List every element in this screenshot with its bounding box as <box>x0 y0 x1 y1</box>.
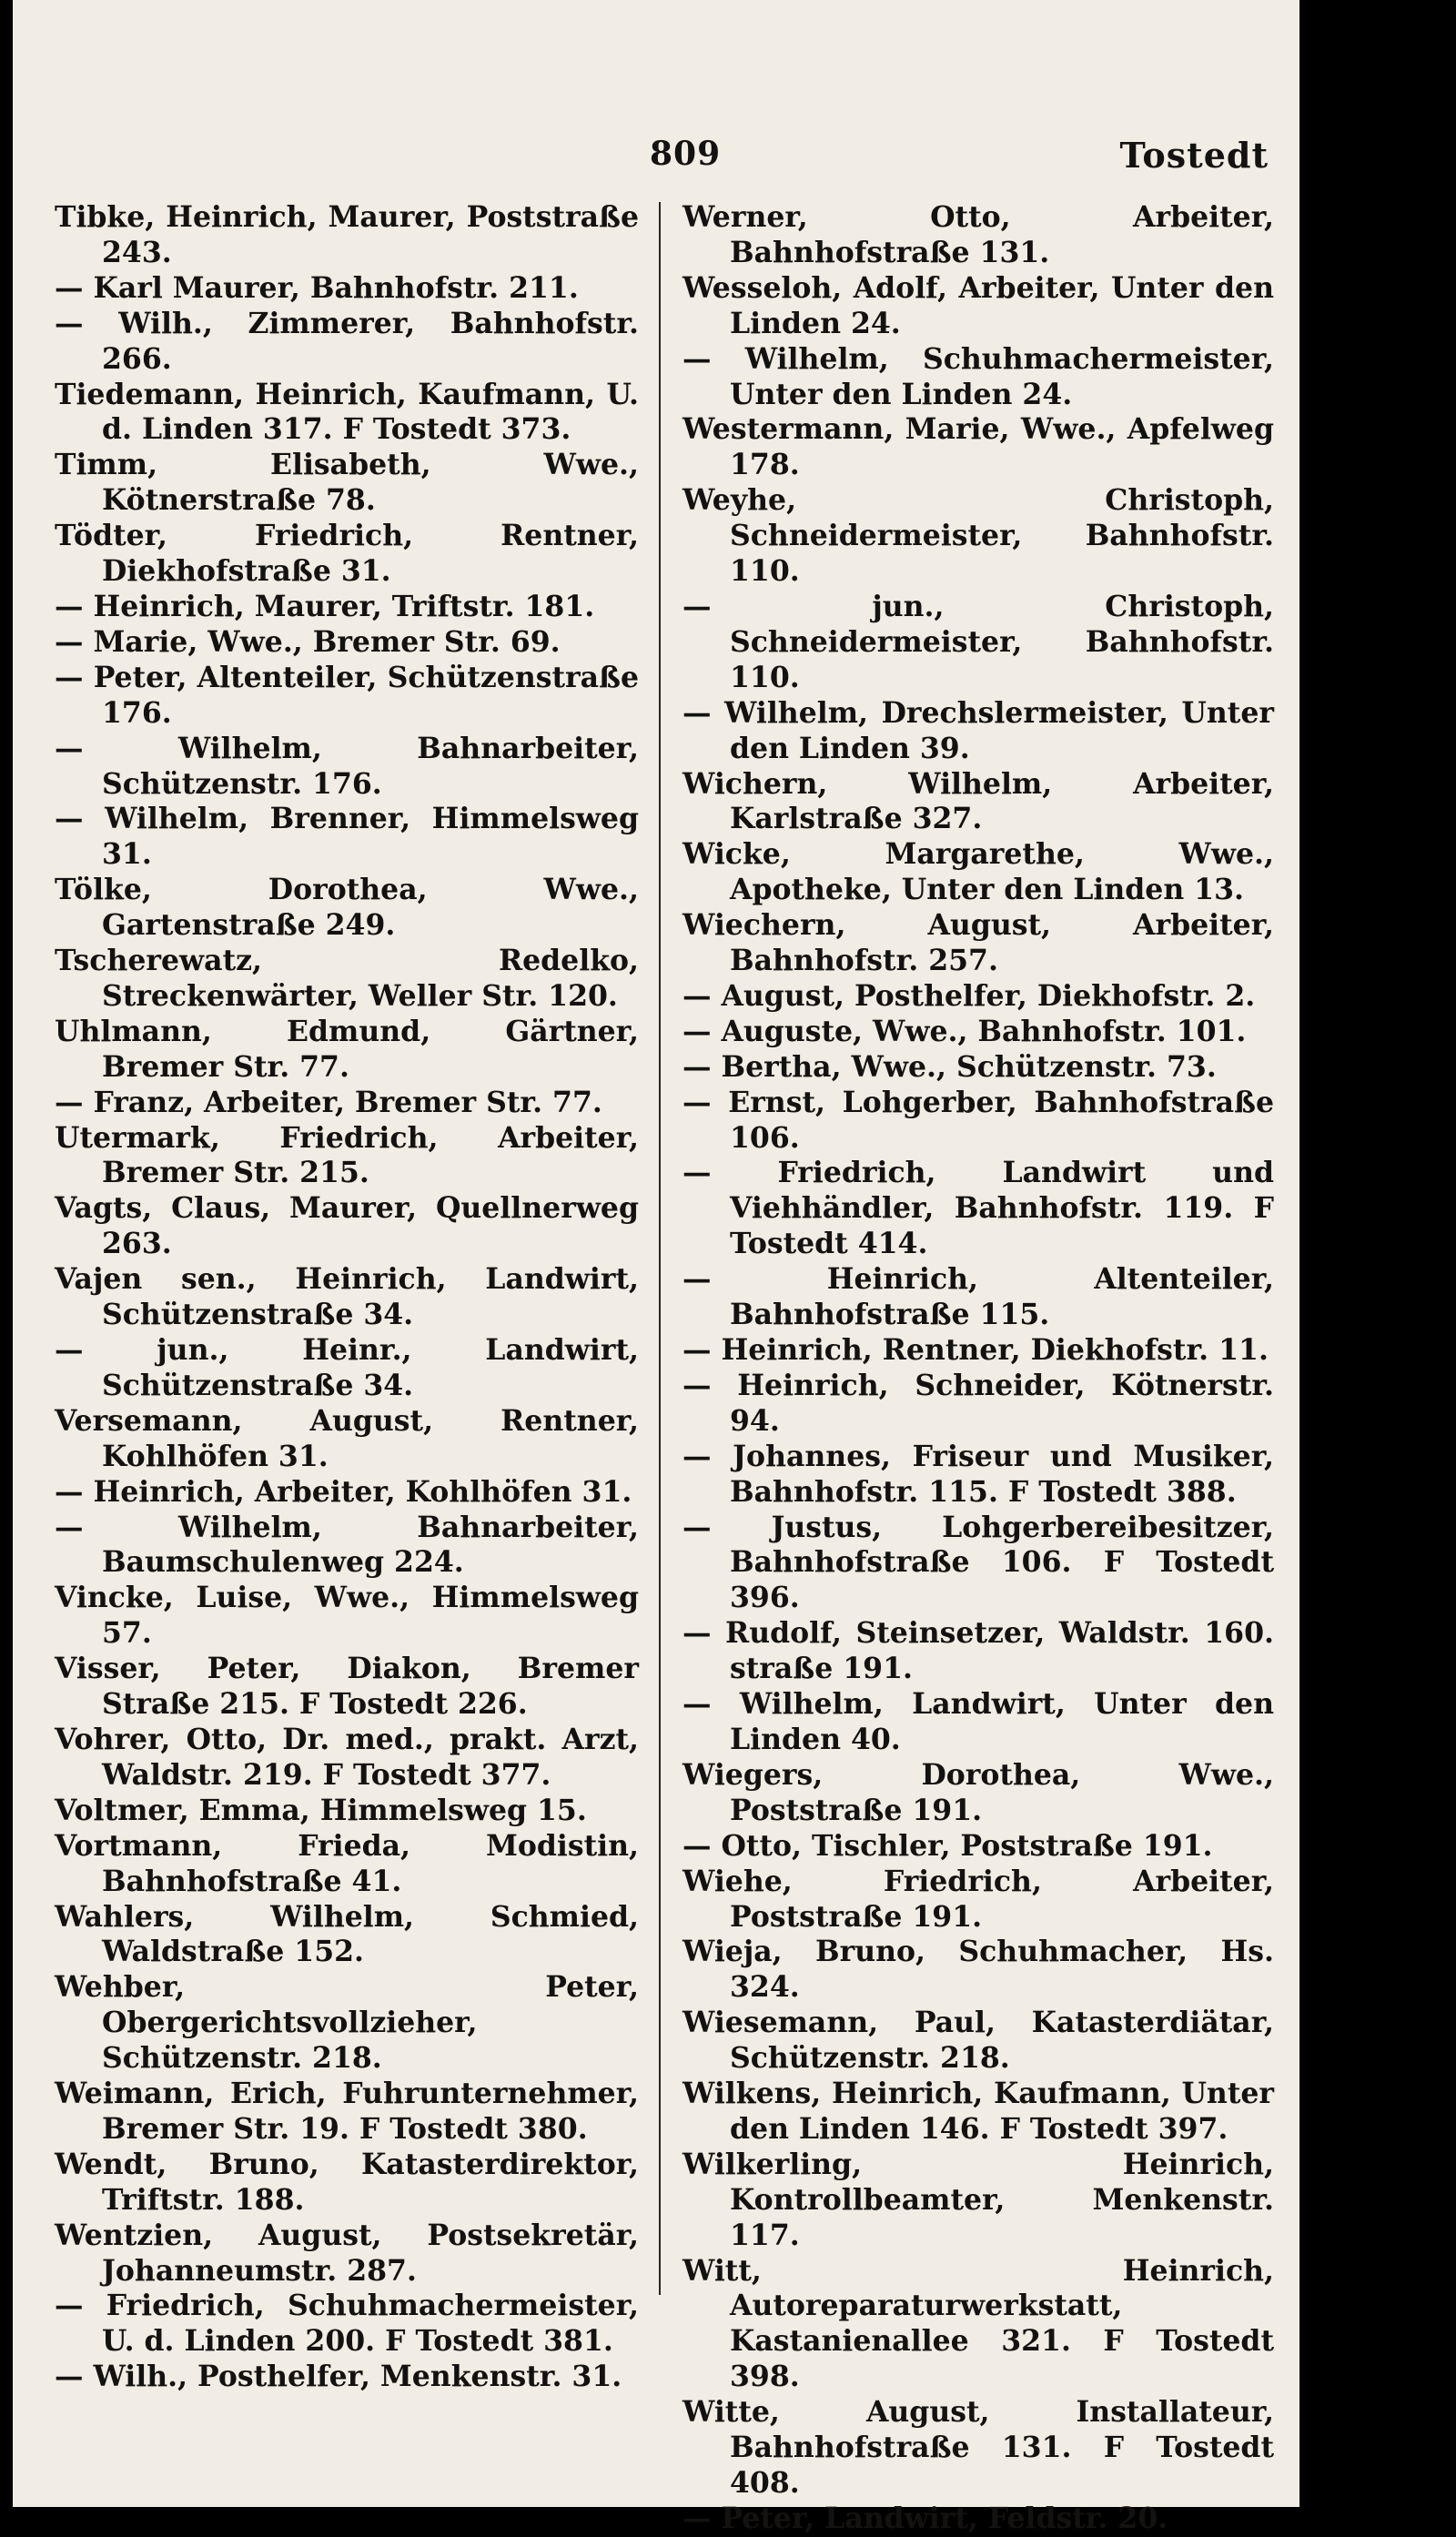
list-item: Uhlmann, Edmund, Gärtner, Bremer Str. 77. <box>55 1014 639 1084</box>
list-item: — Wilhelm, Brenner, Himmelsweg 31. <box>55 802 639 872</box>
list-item: — Justus, Lohgerbereibesitzer, Bahnhofstraße 106. F Tostedt 396. <box>682 1510 1274 1615</box>
list-item: Visser, Peter, Diakon, Bremer Straße 215. F Tostedt 226. <box>55 1652 639 1722</box>
list-item: — Peter, Altenteiler, Schützenstraße 176. <box>55 660 639 730</box>
list-item: — Wilh., Posthelfer, Menkenstr. 31. <box>55 2360 622 2394</box>
list-item: Timm, Elisabeth, Wwe., Kötnerstraße 78. <box>55 448 639 518</box>
list-item: — Heinrich, Maurer, Triftstr. 181. <box>55 589 595 623</box>
list-item: Witt, Heinrich, Autoreparaturwerkstatt, Kastanienallee 321. F Tostedt 398. <box>682 2253 1274 2394</box>
list-item: — Ernst, Lohgerber, Bahnhofstraße 106. <box>682 1085 1274 1155</box>
list-item: Utermark, Friedrich, Arbeiter, Bremer Str. 215. <box>55 1120 639 1190</box>
list-item: Wendt, Bruno, Katasterdirektor, Triftstr. 188. <box>55 2147 639 2217</box>
left-column <box>55 200 639 2395</box>
list-item: Voltmer, Emma, Himmelsweg 15. <box>55 1793 587 1827</box>
column-divider <box>659 202 661 2295</box>
list-item: — Wilhelm, Bahnarbeiter, Schützenstr. 176. <box>55 731 639 801</box>
list-item: — Franz, Arbeiter, Bremer Str. 77. <box>55 1085 602 1119</box>
list-item: — Rudolf, Steinsetzer, Waldstr. 160. straße 191. <box>682 1616 1274 1686</box>
list-item: — Johannes, Friseur und Musiker, Bahnhofstr. 115. F Tostedt 388. <box>682 1439 1274 1509</box>
list-item: Tscherewatz, Redelko, Streckenwärter, Weller Str. 120. <box>55 944 639 1013</box>
list-item: Wiesemann, Paul, Katasterdiätar, Schützenstr. 218. <box>682 2006 1274 2076</box>
list-item: Wehber, Peter, Obergerichtsvollzieher, Schützenstr. 218. <box>55 1970 639 2076</box>
list-item: — Auguste, Wwe., Bahnhofstr. 101. <box>682 1014 1247 1048</box>
list-item: Wiechern, August, Arbeiter, Bahnhofstr. 257. <box>682 908 1274 978</box>
list-item: — jun., Heinr., Landwirt, Schützenstraße 34. <box>55 1333 639 1402</box>
list-item: Wichern, Wilhelm, Arbeiter, Karlstraße 327. <box>682 766 1274 836</box>
list-item: Weyhe, Christoph, Schneidermeister, Bahnhofstr. 110. <box>682 483 1274 589</box>
running-head-place: Tostedt <box>1119 135 1269 176</box>
list-item: — Peter, Landwirt, Feldstr. 20. <box>682 2501 1168 2535</box>
list-item: Wilkens, Heinrich, Kaufmann, Unter den Linden 146. F Tostedt 397. <box>682 2077 1274 2146</box>
list-item: — Heinrich, Rentner, Diekhofstr. 11. <box>682 1333 1269 1367</box>
list-item: Werner, Otto, Arbeiter, Bahnhofstraße 131. <box>682 200 1274 269</box>
list-item: — Otto, Tischler, Poststraße 191. <box>682 1828 1213 1863</box>
list-item: Wentzien, August, Postsekretär, Johanneumstr. 287. <box>55 2218 639 2288</box>
list-item: — Friedrich, Schuhmachermeister, U. d. Linden 200. F Tostedt 381. <box>55 2289 639 2359</box>
list-item: — Wilh., Zimmerer, Bahnhofstr. 266. <box>55 306 639 376</box>
list-item: — Friedrich, Landwirt und Viehhändler, Bahnhofstr. 119. F Tostedt 414. <box>682 1156 1274 1261</box>
list-item: Vagts, Claus, Maurer, Quellnerweg 263. <box>55 1191 639 1261</box>
list-item: — Wilhelm, Schuhmachermeister, Unter den Linden 24. <box>682 341 1274 411</box>
list-item: — Heinrich, Arbeiter, Kohlhöfen 31. <box>55 1474 632 1509</box>
list-item: — Karl Maurer, Bahnhofstr. 211. <box>55 270 579 305</box>
list-item: — Heinrich, Altenteiler, Bahnhofstraße 115. <box>682 1262 1274 1332</box>
list-item: Tödter, Friedrich, Rentner, Diekhofstraße 31. <box>55 519 639 589</box>
list-item: Wieja, Bruno, Schuhmacher, Hs. 324. <box>682 1935 1274 2005</box>
list-item: Vincke, Luise, Wwe., Himmelsweg 57. <box>55 1581 639 1651</box>
list-item: — Heinrich, Schneider, Kötnerstr. 94. <box>682 1368 1274 1438</box>
list-item: Wiegers, Dorothea, Wwe., Poststraße 191. <box>682 1757 1274 1827</box>
right-column <box>682 200 1274 2537</box>
list-item: Weimann, Erich, Fuhrunternehmer, Bremer Str. 19. F Tostedt 380. <box>55 2077 639 2146</box>
list-item: — Wilhelm, Landwirt, Unter den Linden 40. <box>682 1687 1274 1756</box>
list-item: Wiehe, Friedrich, Arbeiter, Poststraße 191. <box>682 1864 1274 1934</box>
list-item: — Marie, Wwe., Bremer Str. 69. <box>55 624 561 659</box>
list-item: Vortmann, Frieda, Modistin, Bahnhofstraße 41. <box>55 1828 639 1898</box>
list-item: — jun., Christoph, Schneidermeister, Bahnhofstr. 110. <box>682 589 1274 694</box>
list-item: Vohrer, Otto, Dr. med., prakt. Arzt, Waldstr. 219. F Tostedt 377. <box>55 1722 639 1792</box>
list-item: — Wilhelm, Drechslermeister, Unter den Linden 39. <box>682 695 1274 765</box>
page-header <box>13 135 1299 180</box>
list-item: Witte, August, Installateur, Bahnhofstraße 131. F Tostedt 408. <box>682 2395 1274 2500</box>
list-item: — Wilhelm, Bahnarbeiter, Baumschulenweg 224. <box>55 1510 639 1580</box>
list-item: Versemann, August, Rentner, Kohlhöfen 31. <box>55 1403 639 1473</box>
list-item: Wicke, Margarethe, Wwe., Apotheke, Unter den Linden 13. <box>682 837 1274 907</box>
list-item: Tiedemann, Heinrich, Kaufmann, U. d. Linden 317. F Tostedt 373. <box>55 377 639 447</box>
list-item: — Bertha, Wwe., Schützenstr. 73. <box>682 1049 1217 1084</box>
list-item: Wesseloh, Adolf, Arbeiter, Unter den Linden 24. <box>682 270 1274 340</box>
list-item: Tibke, Heinrich, Maurer, Poststraße 243. <box>55 200 639 269</box>
list-item: Wahlers, Wilhelm, Schmied, Waldstraße 152. <box>55 1899 639 1969</box>
list-item: Westermann, Marie, Wwe., Apfelweg 178. <box>682 412 1274 482</box>
page-number: 809 <box>650 135 722 173</box>
list-item: Wilkerling, Heinrich, Kontrollbeamter, Menkenstr. 117. <box>682 2147 1274 2252</box>
list-item: — August, Posthelfer, Diekhofstr. 2. <box>682 978 1256 1013</box>
list-item: Tölke, Dorothea, Wwe., Gartenstraße 249. <box>55 873 639 943</box>
directory-page <box>13 0 1299 2535</box>
list-item: Vajen sen., Heinrich, Landwirt, Schützenstraße 34. <box>55 1262 639 1332</box>
